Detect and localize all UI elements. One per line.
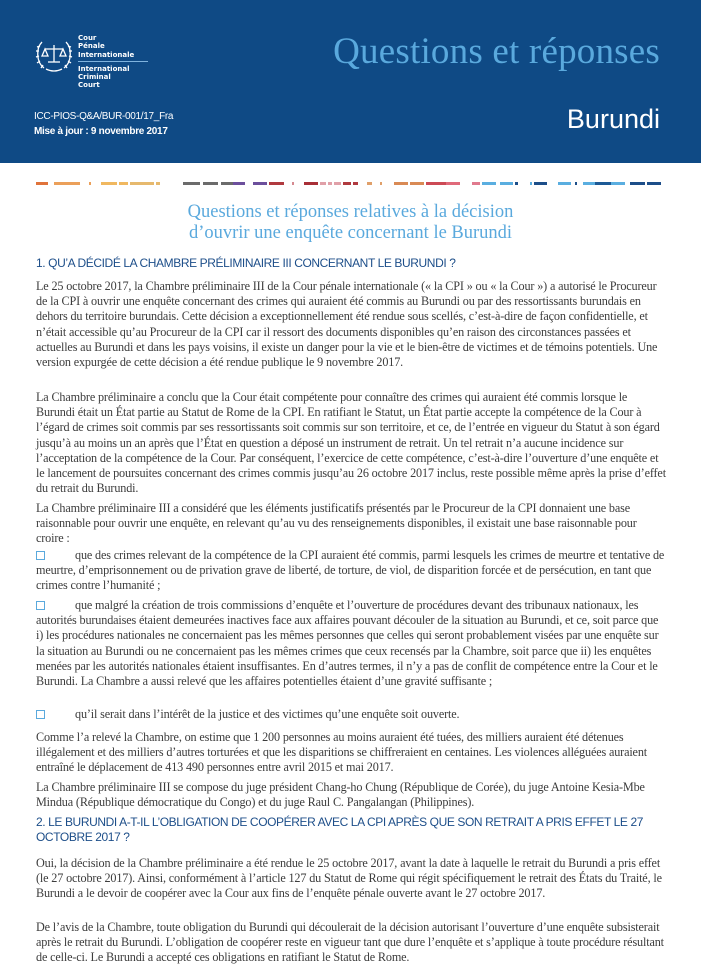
color-dash [253, 182, 267, 185]
list-item [36, 548, 666, 594]
color-dash [304, 182, 318, 185]
color-dash [583, 182, 595, 185]
color-dash [343, 182, 351, 185]
color-dash [156, 182, 160, 185]
logo-line: Internationale [78, 50, 135, 59]
color-dash [269, 182, 284, 185]
subtitle-line: d’ouvrir une enquête concernant le Burundi [188, 223, 513, 243]
color-dash [101, 182, 117, 185]
header-title: Questions et réponses [333, 31, 660, 72]
logo-divider [78, 61, 148, 62]
color-dash [630, 182, 645, 185]
color-dash [328, 182, 332, 185]
color-dash [647, 182, 661, 185]
color-dash [367, 182, 372, 185]
color-dash [575, 182, 577, 185]
color-dash [183, 182, 200, 185]
color-dash [203, 182, 218, 185]
icc-wordmark [78, 34, 148, 90]
color-dash [380, 182, 382, 185]
logo-line: Pénale [78, 42, 105, 51]
color-dash [595, 182, 611, 185]
section-1-paragraph: Le 25 octobre 2017, la Chambre préliminaire III de la Cour pénale internationale (« la CPI » ou « la Cour ») a autorisé le Procureur de la CPI à ouvrir une enquête concernant des crimes qui auraient été commis au Burundi ou par des ressortissants burundais en dehors du territoire burundais. Cette décision a exceptionnellement été rendue sous scellés, c’est-à-dire de façon confidentielle, et n’était accessible qu’au Procureur de la CPI car il ressort des documents disponibles qu’en raison des circonstances passées et actuelles au Burundi et dans les pays voisins, il existe un danger pour la vie et le bien-être de victimes et de témoins potentiels. Une version expurgée de cette décision a été rendue publique le 9 novembre 2017. [36, 279, 658, 370]
color-dash [472, 182, 480, 185]
bullet-text: qu’il serait dans l’intérêt de la justice et des victimes qu’une enquête soit ouverte. [75, 707, 460, 721]
color-dash [611, 182, 625, 185]
logo-line: Cour [78, 34, 97, 42]
section-1-paragraph: Comme l’a relevé la Chambre, on estime que 1 200 personnes au moins auraient été tuées, des milliers auraient été détenues illégalement et des milliers d’autres torturées et que les disparitions se chiffreraient en centaines. Les violences alléguées auraient entraîné le déplacement de 413 490 personnes entre avril 2015 et mai 2017. [36, 730, 648, 775]
country-name: Burundi [566, 104, 660, 134]
color-dash [394, 182, 408, 185]
list-item [36, 598, 666, 689]
color-dash [558, 182, 571, 185]
color-dash [292, 182, 294, 185]
color-dash [119, 182, 128, 185]
section-1-paragraph: La Chambre préliminaire III a considéré que les éléments justificatifs présentés par le Procureur de la CPI donnaient une base raisonnable pour ouvrir une enquête, en relevant qu’au vu des renseignements disponibles, il existait une base raisonnable pour croire : [36, 501, 637, 546]
logo-line: Criminal [78, 73, 111, 82]
color-dash [334, 182, 341, 185]
bullet-box-icon [36, 551, 45, 560]
color-dash [130, 182, 154, 185]
color-dash [320, 182, 326, 185]
section-1-paragraph: La Chambre préliminaire III se compose du juge président Chang-ho Chung (République de Corée), du juge Antoine Kesia-Mbe Mindua (République démocratique du Congo) et du juge Raul C. Pangalangan (Philippines). [36, 780, 645, 810]
color-dash [221, 182, 233, 185]
bullet-box-icon [36, 601, 45, 610]
color-dash [426, 182, 446, 185]
color-dash [482, 182, 496, 185]
section-2-paragraph: Oui, la décision de la Chambre préliminaire a été rendue le 25 octobre 2017, avant la date à laquelle le retrait du Burundi a pris effet (le 27 octobre 2017). Ainsi, conformément à l’article 127 du Statut de Rome qui régit spécifiquement le retrait des États du Traité, le Burundi a le devoir de coopérer avec la Cour aux fins de l’enquête pénale ouverte avant le 27 octobre 2017. [36, 856, 662, 901]
section-2-paragraph: De l’avis de la Chambre, toute obligation du Burundi qui découlerait de la décision autorisant l’ouverture d’une enquête subsisterait après le retrait du Burundi. L’obligation de coopérer reste en vigueur tant que dure l’enquête et s’applique à toute procédure résultant de celle-ci. Le Burundi a accepté ces obligations en ratifiant le Statut de Rome. [36, 920, 664, 965]
color-dash [233, 182, 245, 185]
bullet-box-icon [36, 710, 45, 719]
logo-line: International [78, 64, 130, 73]
decorative-color-bar [36, 182, 666, 186]
section-2-heading: 2. LE BURUNDI A-T-IL L’OBLIGATION DE COOPÉRER AVEC LA CPI APRÈS QUE SON RETRAIT A PRIS EFFET LE 27 OCTOBRE 2017 ? [36, 815, 643, 844]
color-dash [36, 182, 48, 185]
document-header [0, 0, 701, 163]
color-dash [515, 182, 518, 185]
color-dash [530, 182, 532, 185]
section-1-heading: 1. QU’A DÉCIDÉ LA CHAMBRE PRÉLIMINAIRE III CONCERNANT LE BURUNDI ? [36, 256, 456, 270]
reference-code: ICC-PIOS-Q&A/BUR-001/17_Fra [34, 111, 174, 122]
update-date: Mise à jour : 9 novembre 2017 [34, 126, 168, 137]
bullet-text: que malgré la création de trois commissions d’enquête et l’ouverture de procédures devant des tribunaux nationaux, les autorités burundaises étaient demeurées inactives face aux affaires pouvant découler de la situation au Burundi, et ce, soit parce que i) les procédures nationales ne concernaient pas les mêmes personnes que celles qui seront probablement visées par une enquête sur la situation au Burundi ou ne concernaient pas les mêmes crimes que ceux recensés par la Chambre, soit parce que ii) les enquêtes menées par les autorités nationales étaient insuffisantes. En d’autres termes, il n’y a pas de conflit de compétence entre la Cour et le Burundi. La Chambre a aussi relevé que les affaires potentielles étaient d’une gravité suffisante ; [36, 598, 659, 689]
color-dash [446, 182, 460, 185]
logo-line: Court [78, 81, 100, 90]
color-dash [353, 182, 358, 185]
color-dash [410, 182, 424, 185]
bullet-text: que des crimes relevant de la compétence de la CPI auraient été commis, parmi lesquels les crimes de meurtre et tentative de meurtre, d’emprisonnement ou de privation grave de liberté, de torture, de viol, de disparition forcée et de persécution, en tant que crimes contre l’humanité ; [36, 548, 665, 593]
section-1-paragraph: La Chambre préliminaire a conclu que la Cour était compétente pour connaître des crimes qui auraient été commis lorsque le Burundi était un État partie au Statut de Rome de la CPI. En ratifiant le Statut, un État partie accepte la compétence de la Cour à l’égard de crimes soit commis par ses ressortissants soit commis sur son territoire, et ce, de l’entrée en vigueur du Statut à son égard jusqu’à au moins un an après que l’État en question a déposé un instrument de retrait. Un tel retrait n’a aucune incidence sur l’acceptation de la compétence de la Cour. Par conséquent, l’exercice de cette compétence, c’est-à-dire l’ouverture d’une enquête et le lancement de poursuites concernant des crimes commis jusqu’au 26 octobre 2017 inclus, reste possible même après la prise d’effet du retrait du Burundi. [36, 390, 666, 496]
list-item [36, 707, 666, 722]
document-subtitle [0, 202, 701, 244]
color-dash [500, 182, 513, 185]
subtitle-line: Questions et réponses relatives à la décision [187, 202, 514, 222]
color-dash [534, 182, 547, 185]
icc-scales-wreath-icon [34, 36, 74, 74]
color-dash [89, 182, 91, 185]
color-dash [54, 182, 80, 185]
document-reference [34, 109, 173, 139]
